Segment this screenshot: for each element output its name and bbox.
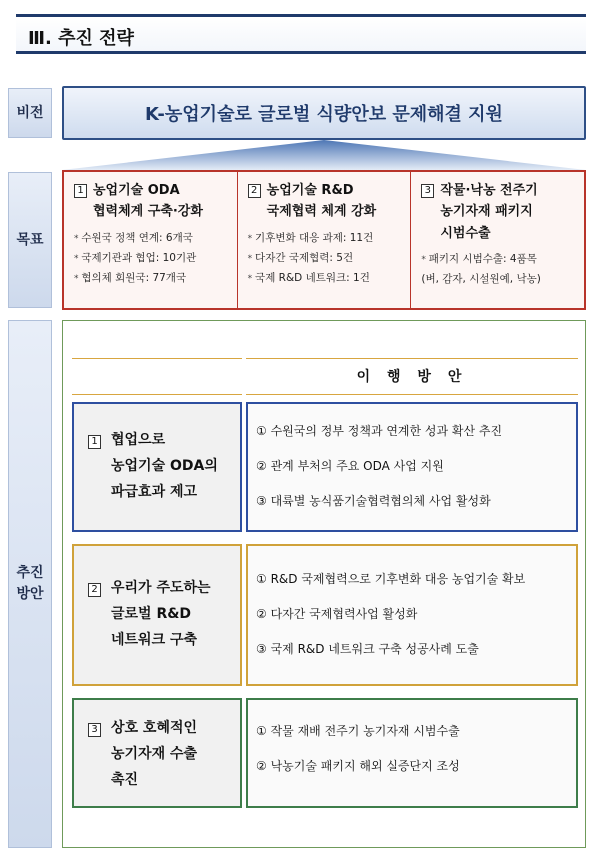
action-item: ③ 대륙별 농식품기술협력협의체 사업 활성화 bbox=[256, 493, 491, 508]
goal-1-bullet: * 국제기관과 협업: 10기관 bbox=[74, 249, 231, 269]
section-title: Ⅲ. 추진 전략 bbox=[28, 28, 134, 49]
goal-2-bullet: * 기후변화 대응 과제: 11건 bbox=[248, 229, 405, 249]
action-item: ① R&D 국제협력으로 기후변화 대응 농업기술 확보 bbox=[256, 572, 526, 586]
goal-title-1: 농업기술 ODA 협력체계 구축·강화 bbox=[93, 183, 203, 220]
action-item: ① 수원국의 정부 정책과 연계한 성과 확산 추진 bbox=[256, 424, 503, 438]
strategy-2-actions bbox=[246, 544, 578, 686]
goal-3 bbox=[410, 172, 584, 308]
header-divider bbox=[72, 358, 242, 359]
goal-number-2: 2 bbox=[248, 184, 261, 198]
strategy-label: 추진 방안 bbox=[8, 320, 52, 848]
header-divider bbox=[246, 394, 578, 395]
vision-statement: K-농업기술로 글로벌 식량안보 문제해결 지원 bbox=[62, 86, 586, 140]
header-divider bbox=[72, 394, 242, 395]
goal-2-bullet: * 국제 R&D 네트워크: 1건 bbox=[248, 269, 405, 289]
goals-panel bbox=[62, 170, 586, 310]
goal-1-bullet: * 협의체 회원국: 77개국 bbox=[74, 269, 231, 289]
goal-3-bullet: * 패키지 시범수출: 4품목 (벼, 감자, 시설원예, 낙농) bbox=[421, 250, 578, 290]
strategy-number-2: 2 bbox=[88, 583, 101, 597]
action-item: ② 다자간 국제협력사업 활성화 bbox=[256, 606, 418, 621]
header-divider bbox=[246, 358, 578, 359]
action-item: ③ 국제 R&D 네트워크 구축 성공사례 도출 bbox=[256, 641, 479, 656]
goal-2 bbox=[237, 172, 411, 308]
strategy-number-3: 3 bbox=[88, 723, 101, 737]
vision-label: 비전 bbox=[8, 88, 52, 138]
goal-title-3: 작물·낙농 전주기 농기자재 패키지 시범수출 bbox=[440, 183, 538, 241]
strategy-title-3: 상호 호혜적인 농기자재 수출 촉진 bbox=[111, 720, 198, 788]
goal-title-2: 농업기술 R&D 국제협력 체계 강화 bbox=[266, 183, 377, 220]
strategy-2 bbox=[72, 544, 242, 686]
action-item: ① 작물 재배 전주기 농기자재 시범수출 bbox=[256, 724, 460, 738]
strategy-1-actions bbox=[246, 402, 578, 532]
strategy-3-actions bbox=[246, 698, 578, 808]
strategy-3 bbox=[72, 698, 242, 808]
strategy-number-1: 1 bbox=[88, 435, 101, 449]
goal-label: 목표 bbox=[8, 172, 52, 308]
implementation-header: 이 행 방 안 bbox=[356, 369, 468, 385]
vision-fan-shape bbox=[62, 140, 586, 172]
goal-2-bullet: * 다자간 국제협력: 5건 bbox=[248, 249, 405, 269]
goal-number-3: 3 bbox=[421, 184, 434, 198]
action-item: ② 관계 부처의 주요 ODA 사업 지원 bbox=[256, 458, 444, 473]
action-item: ② 낙농기술 패키지 해외 실증단지 조성 bbox=[256, 758, 460, 773]
strategy-1 bbox=[72, 402, 242, 532]
strategy-title-2: 우리가 주도하는 글로벌 R&D 네트워크 구축 bbox=[111, 580, 211, 648]
section-title-bar bbox=[16, 14, 586, 54]
strategy-title-1: 협업으로 농업기술 ODA의 파급효과 제고 bbox=[111, 432, 218, 500]
goal-number-1: 1 bbox=[74, 184, 87, 198]
goal-1-bullet: * 수원국 정책 연계: 6개국 bbox=[74, 229, 231, 249]
goal-1 bbox=[64, 172, 237, 308]
